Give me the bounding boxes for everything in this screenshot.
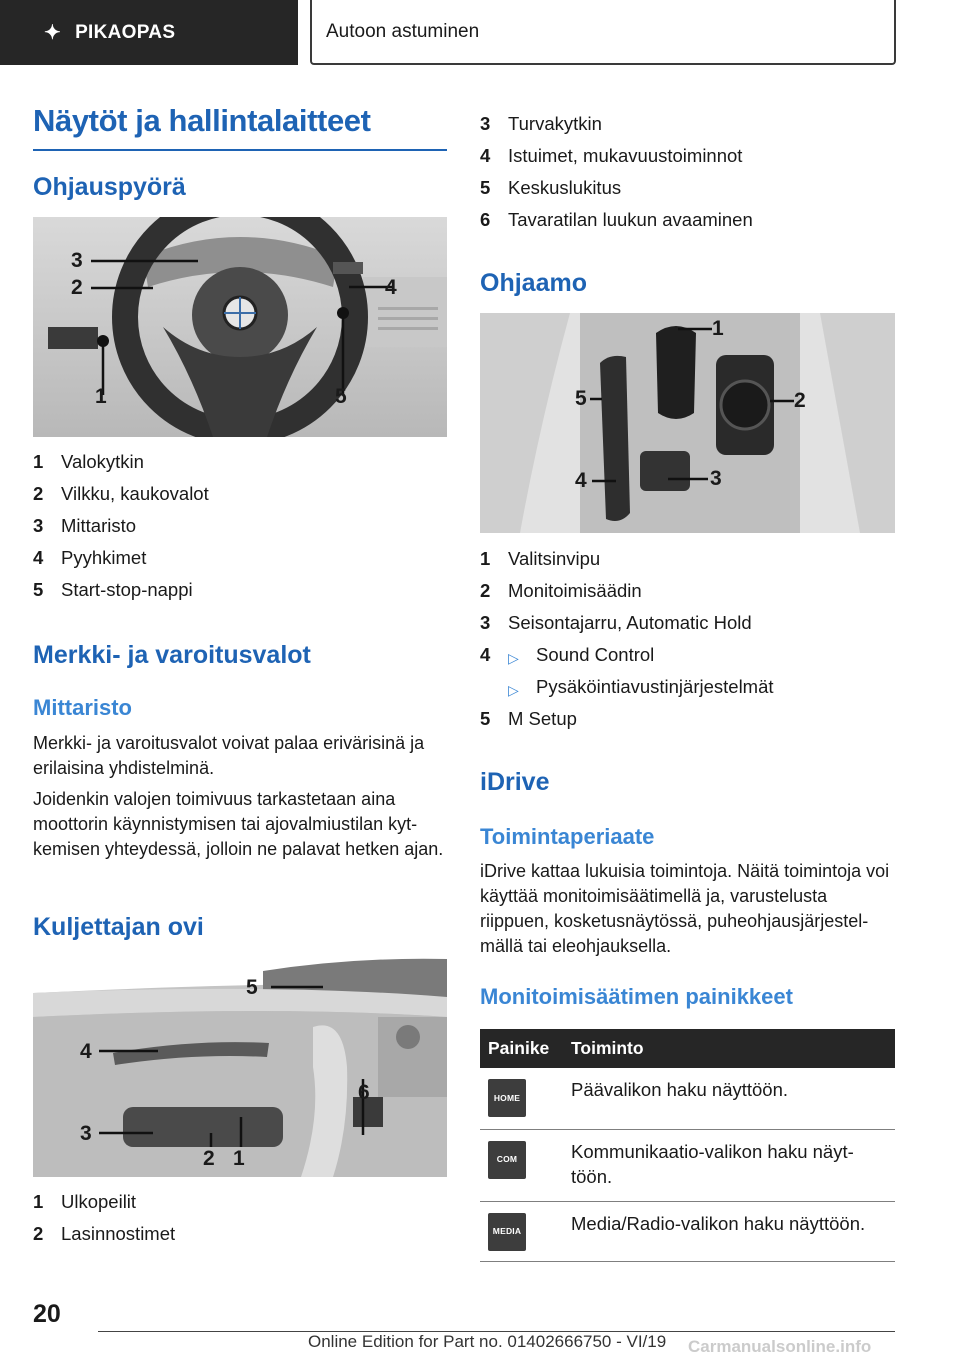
callout-4: 4 [80, 1040, 92, 1063]
warnings-para-1: Merkki- ja varoitusvalot voivat palaa erivärisinä ja erilaisina yhdistelminä. [33, 733, 425, 778]
callout-5: 5 [246, 976, 258, 999]
table-cell: Päävalikon haku näyttöön. [571, 1068, 895, 1129]
column-header-function: Toiminto [571, 1029, 895, 1068]
callout-3: 3 [80, 1122, 92, 1145]
callout-1: 1 [712, 317, 724, 340]
list-item: 4 Istuimet, mukavuustoiminnot [480, 145, 743, 166]
callout-1: 1 [95, 385, 107, 408]
buttons-heading: Monitoimisäätimen painikkeet [480, 984, 793, 1009]
list-item: 1 Valitsinvipu [480, 548, 601, 569]
list-item: 2 Vilkku, kaukovalot [33, 483, 209, 504]
list-item: 5 M Setup [480, 708, 577, 729]
watermark: Carmanualsonline.info [688, 1337, 872, 1356]
table-row [480, 1068, 895, 1129]
steering-wheel-image [33, 217, 447, 437]
list-item: 5 Start-stop-nappi [33, 579, 193, 600]
callout-6: 6 [358, 1081, 370, 1104]
triangle-icon: ▷ [508, 682, 519, 698]
door-heading: Kuljettajan ovi [33, 913, 204, 941]
callout-2: 2 [71, 276, 83, 299]
warnings-para-2: Joidenkin valojen toimivuus tarkastetaan aina moottorin käynnistymisen tai ajovalmiustilan kytkemisen yhteydessä, jolloin ne palavat hetken ajan. [33, 789, 444, 859]
table-header-row [480, 1029, 895, 1068]
table-row [480, 1201, 895, 1261]
door-legend-continued [480, 113, 753, 241]
list-item: 3 Mittaristo [33, 515, 137, 536]
idrive-para: iDrive kattaa lukuisia toimintoja. Näitä toimintoja voi käyttää monitoimisäätimellä ja, varustelusta riippuen, kosketusnäytössä, puheohjausjärjestelmällä tai eleohjauksella. [480, 861, 890, 956]
table-cell: Kommunikaatio-valikon haku näyttöön. [571, 1129, 895, 1201]
callout-5: 5 [575, 387, 587, 410]
steering-heading: Ohjauspyörä [33, 173, 186, 201]
list-item: 4 Pyyhkimet [33, 547, 147, 568]
callout-2: 2 [203, 1147, 215, 1170]
callout-3: 3 [71, 249, 83, 272]
com-key-icon: COM [488, 1141, 526, 1179]
door-legend [33, 1191, 175, 1255]
callout-4: 4 [575, 469, 587, 492]
warnings-subheading: Mittaristo [33, 695, 132, 720]
list-item: 2 Monitoimisäädin [480, 580, 642, 601]
footer-edition: Online Edition for Part no. 01402666750 - VI/19 [308, 1332, 667, 1351]
list-item: 3 Seisontajarru, Automatic Hold [480, 612, 752, 633]
column-header-button: Painike [480, 1029, 571, 1068]
list-item: 5 Keskuslukitus [480, 177, 622, 198]
list-item: 3 Turvakytkin [480, 113, 602, 134]
section-title: Autoon astuminen [310, 0, 896, 65]
list-item: 4 ▷ Sound Control [480, 644, 774, 676]
list-item: 1 Ulkopeilit [33, 1191, 137, 1212]
page-number: 20 [33, 1300, 61, 1328]
callout-3: 3 [710, 467, 722, 490]
callout-2: 2 [794, 389, 806, 412]
list-item: 1 Valokytkin [33, 451, 144, 472]
list-item: 2 Lasinnostimet [33, 1223, 176, 1244]
cockpit-image [480, 313, 895, 533]
cockpit-heading: Ohjaamo [480, 269, 587, 297]
list-item: 6 Tavaratilan luukun avaaminen [480, 209, 753, 230]
home-key-icon: HOME [488, 1079, 526, 1117]
warnings-heading: Merkki- ja varoitusvalot [33, 641, 311, 669]
table-row [480, 1129, 895, 1201]
triangle-icon: ▷ [508, 650, 519, 666]
callout-5: 5 [335, 385, 347, 408]
driver-door-image [33, 957, 447, 1177]
callout-4: 4 [385, 276, 397, 299]
idrive-subheading: Toimintaperiaate [480, 824, 655, 849]
list-item: ▷ Pysäköintiavustinjärjestelmät [480, 676, 774, 708]
header-tab-label: PIKAOPAS [75, 21, 176, 43]
idrive-heading: iDrive [480, 768, 550, 796]
media-key-icon: MEDIA [488, 1213, 526, 1251]
callout-1: 1 [233, 1147, 245, 1170]
buttons-table [480, 1029, 895, 1262]
steering-legend [33, 451, 209, 611]
star-icon: ✦ [44, 22, 62, 44]
table-cell: Media/Radio-valikon haku näyttöön. [571, 1201, 895, 1261]
page-title: Näytöt ja hallintalaitteet [33, 103, 447, 151]
cockpit-legend [480, 548, 774, 740]
header-tab [0, 0, 298, 65]
